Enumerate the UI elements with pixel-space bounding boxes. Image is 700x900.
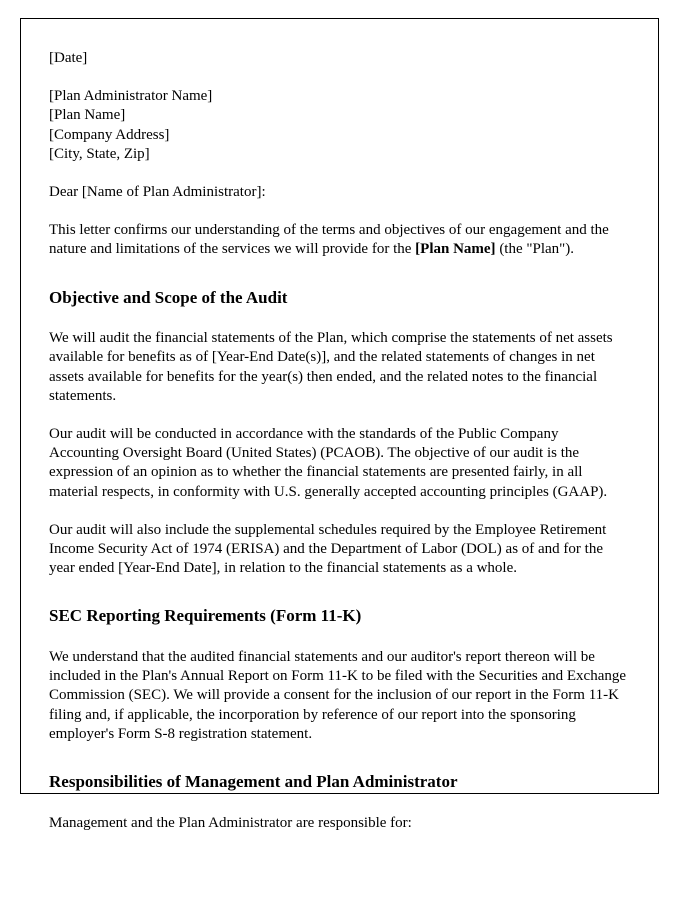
objective-paragraph-3: Our audit will also include the supplemental schedules required by the Employee Retirement Income Security Act of 1974 (ERISA) and the Department of Labor (DOL) as of and for the year ended [Year-End Date], in relation to the financial statements as a whole. xyxy=(49,521,607,577)
salutation: Dear [Name of Plan Administrator]: xyxy=(49,183,266,200)
date-placeholder: [Date] xyxy=(49,50,88,66)
recipient-line-city: [City, State, Zip] xyxy=(49,145,150,162)
plan-name-bold: [Plan Name] xyxy=(415,241,496,258)
document-page xyxy=(20,18,659,831)
objective-paragraph-1: We will audit the financial statements of the Plan, which comprise the statements of net assets available for benefits as of [Year-End Date(s)], and the related statements of changes in net assets available for benefits for the year(s) then ended, and the related notes to the financial statements. xyxy=(49,330,613,404)
responsibilities-paragraph-1: Management and the Plan Administrator are responsible for: xyxy=(49,814,412,831)
recipient-line-name: [Plan Administrator Name] xyxy=(49,88,213,105)
objective-paragraph-2: Our audit will be conducted in accordance with the standards of the Public Company Accounting Oversight Board (United States) (PCAOB). The objective of our audit is the expression of an opinion as to whether the financial statements are presented fairly, in all material respects, in conformity with U.S. generally accepted accounting principles (GAAP). xyxy=(49,426,608,500)
section-heading-sec-reporting: SEC Reporting Requirements (Form 11-K) xyxy=(49,606,362,626)
sec-reporting-paragraph-1: We understand that the audited financial statements and our auditor's report thereon will be included in the Plan's Annual Report on Form 11-K to be filed with the Securities and Exchange Commission (SEC). We will provide a consent for the inclusion of our report in the Form 11-K filing and, if applicable, the incorporation by reference of our report into the sponsoring employer's Form S-8 registration statement. xyxy=(49,649,627,742)
section-heading-objective-scope: Objective and Scope of the Audit xyxy=(49,287,288,307)
recipient-line-address: [Company Address] xyxy=(49,126,170,143)
intro-text-before: This letter confirms our understanding of the terms and objectives of our engagement and the nature and limitations of the services we will provide for the xyxy=(49,222,609,258)
intro-paragraph xyxy=(49,221,630,259)
intro-text-after: (the "Plan"). xyxy=(495,241,575,258)
recipient-block xyxy=(49,87,630,164)
section-heading-responsibilities: Responsibilities of Management and Plan Administrator xyxy=(49,772,458,791)
recipient-line-plan: [Plan Name] xyxy=(49,107,126,124)
